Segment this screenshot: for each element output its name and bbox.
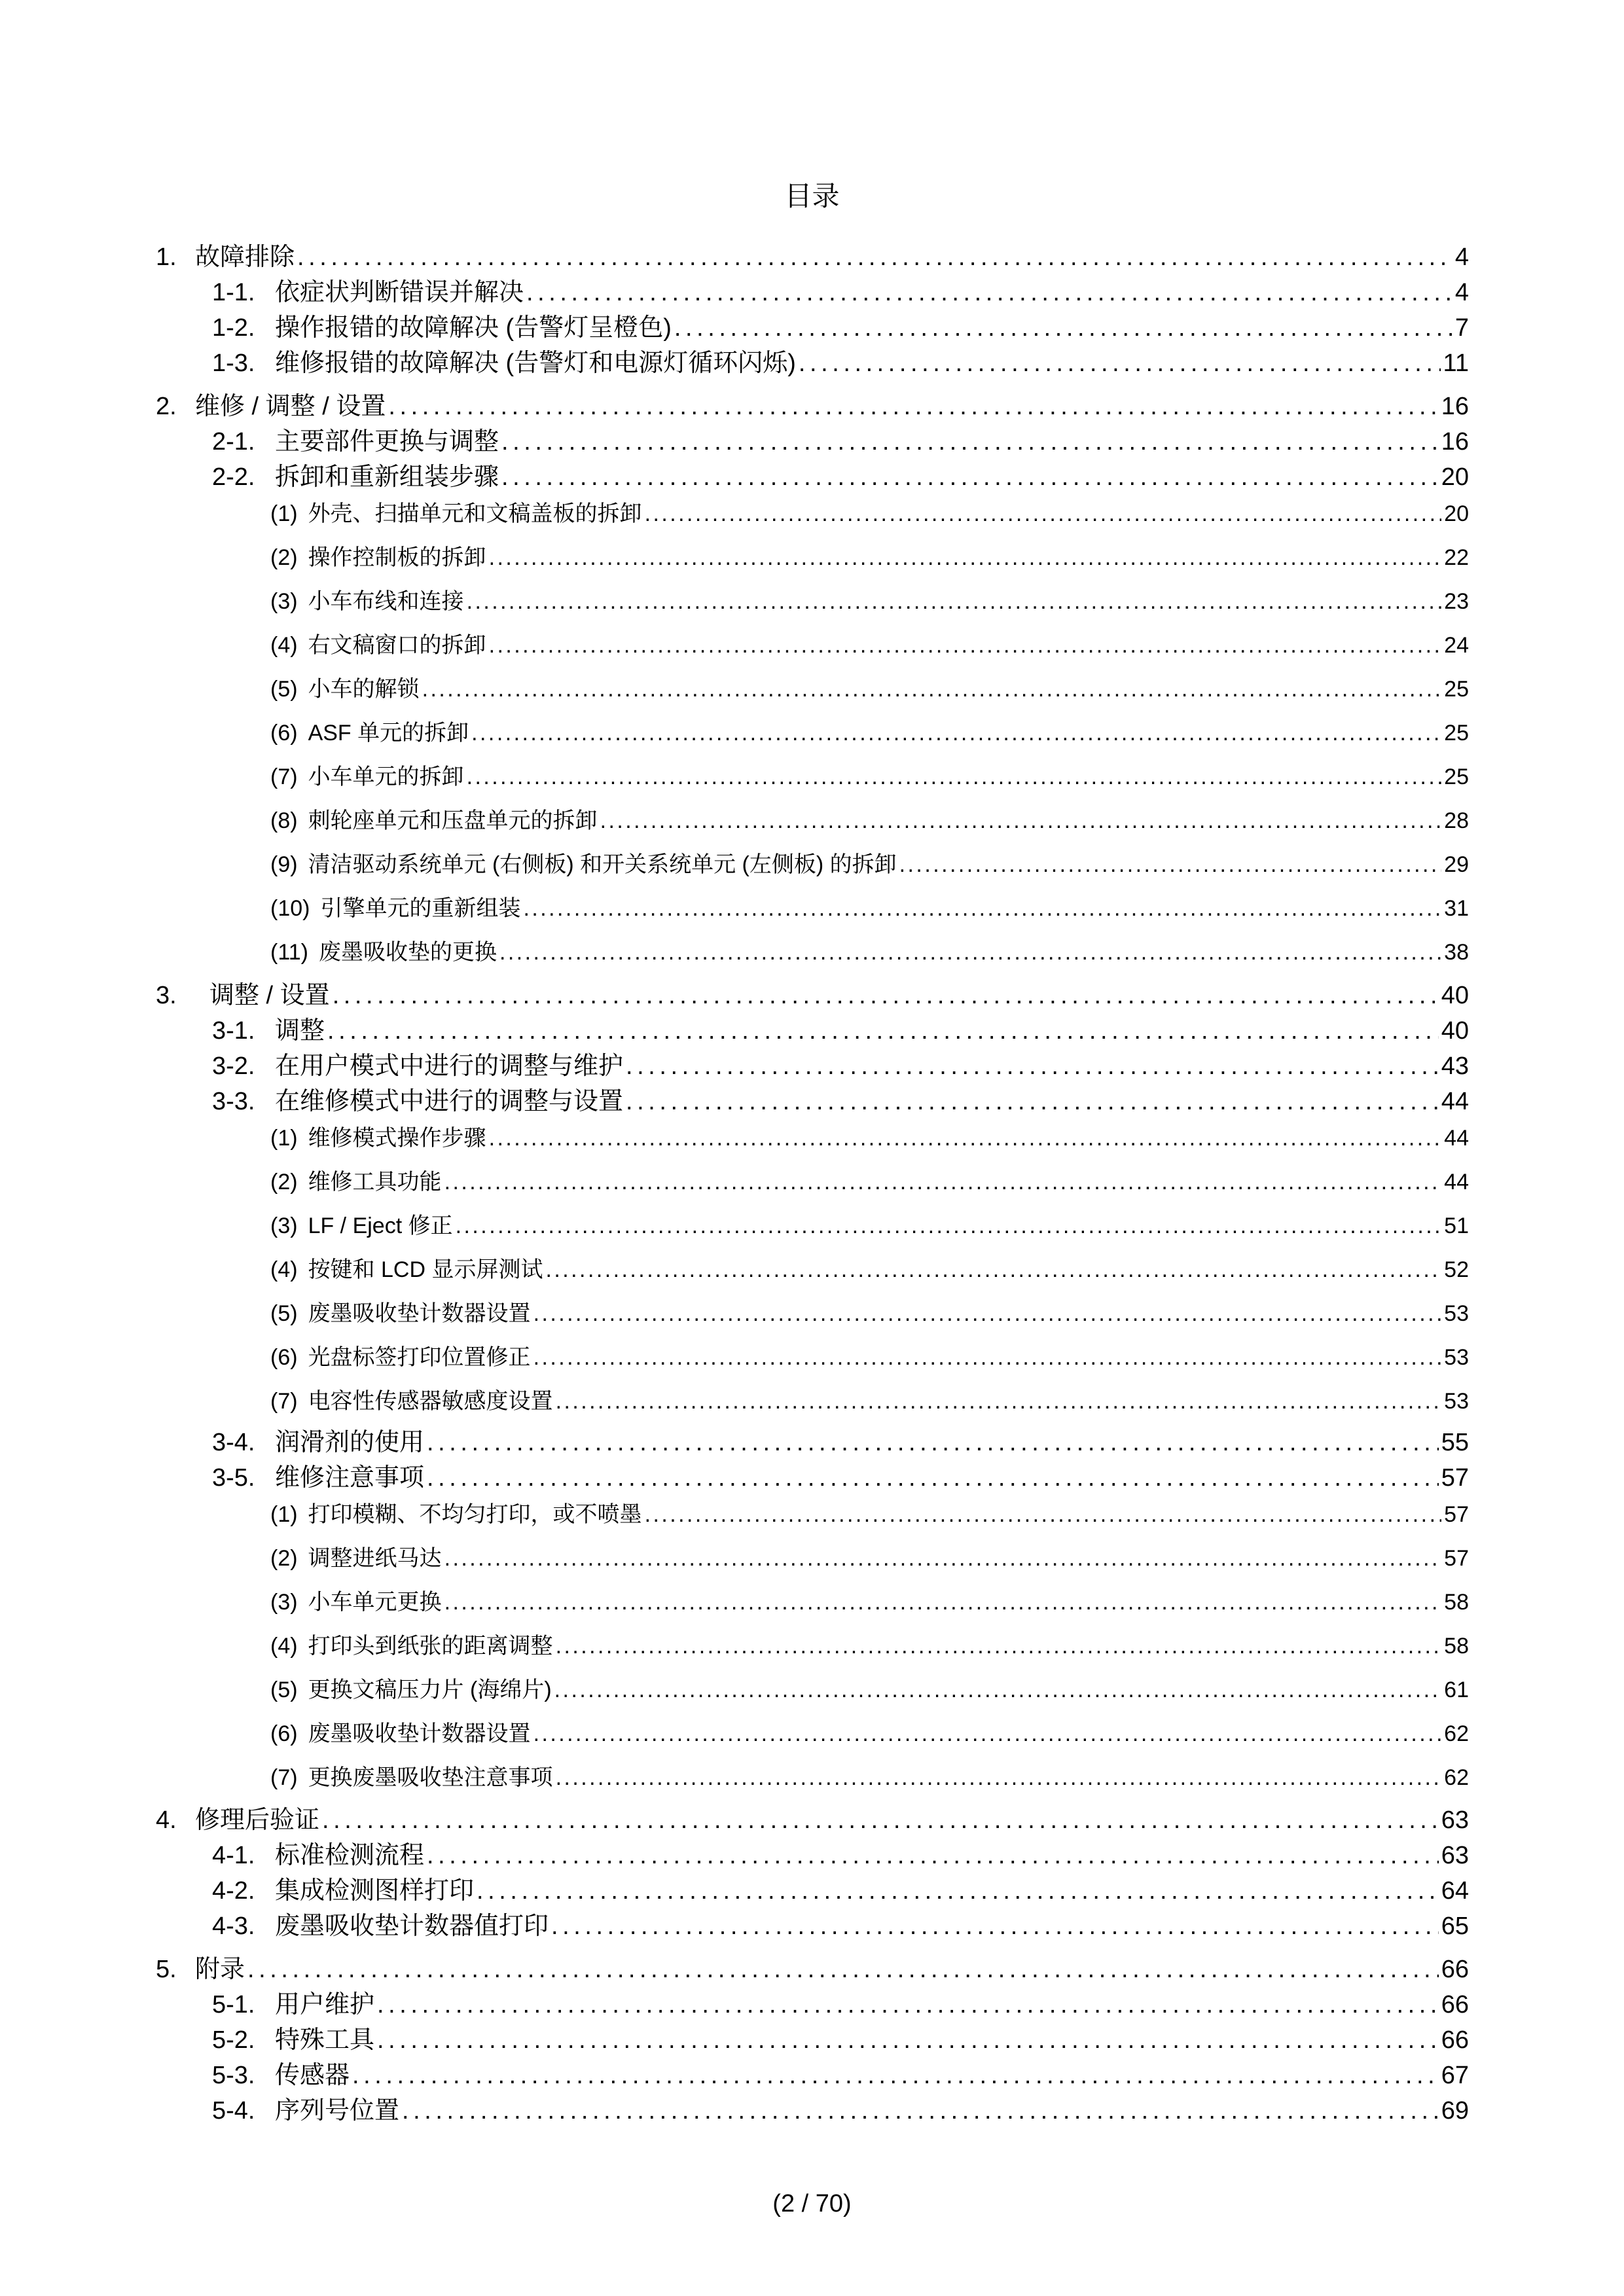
toc-entry-page: 44 — [1444, 1170, 1469, 1194]
toc-entry-page: 51 — [1444, 1213, 1469, 1238]
toc-entry-number: (4) — [270, 1257, 298, 1282]
toc-entry-page: 40 — [1441, 982, 1469, 1009]
toc-entry-3-5-3[interactable] — [270, 1586, 1469, 1619]
toc-entry-3-3-4[interactable] — [270, 1253, 1469, 1286]
dot-leader — [467, 585, 1442, 618]
toc-entry-number: 3. — [156, 982, 177, 1009]
dot-leader — [247, 1951, 1439, 1988]
toc-entry-number: (6) — [270, 721, 298, 745]
toc-entry-label: 废墨吸收垫的更换 — [318, 940, 497, 965]
toc-entry-4-3[interactable] — [212, 1909, 1469, 1944]
dot-leader — [467, 761, 1442, 793]
toc-entry-page: 4 — [1454, 279, 1469, 306]
toc-entry-number: 2-1. — [212, 428, 255, 456]
toc-entry-page: 20 — [1444, 501, 1469, 526]
toc-entry-page: 57 — [1444, 1546, 1469, 1571]
toc-entry-number: 5-3. — [212, 2062, 255, 2089]
toc-entry-number: 2. — [156, 393, 177, 420]
toc-entry-2-2-4[interactable] — [270, 629, 1469, 662]
dot-leader — [499, 936, 1441, 969]
dot-leader — [626, 1084, 1439, 1119]
toc-entry-2-2-10[interactable] — [270, 892, 1469, 925]
toc-entry-page: 67 — [1441, 2062, 1469, 2089]
toc-entry-label: 调整 / 设置 — [209, 982, 330, 1009]
toc-entry-page: 16 — [1441, 428, 1469, 456]
toc-entry-number: (3) — [270, 1213, 298, 1238]
toc-entry-page: 66 — [1441, 1956, 1469, 1983]
toc-entry-label: 维修模式操作步骤 — [308, 1126, 486, 1151]
toc-entry-number: (2) — [270, 1546, 298, 1571]
dot-leader — [523, 892, 1441, 925]
toc-entry-label: 依症状判断错误并解决 — [275, 279, 524, 306]
page-number-footer: (2 / 70) — [772, 2190, 852, 2217]
toc-entry-number: (8) — [270, 808, 298, 833]
dot-leader — [427, 1460, 1439, 1496]
toc-entry-page: 23 — [1444, 589, 1469, 614]
toc-entry-3-5-2[interactable] — [270, 1542, 1469, 1575]
toc-entry-label: 刺轮座单元和压盘单元的拆卸 — [308, 808, 598, 833]
toc-entry-label: 小车的解锁 — [308, 677, 420, 702]
toc-entry-page: 16 — [1441, 393, 1469, 420]
toc-entry-number: 5-2. — [212, 2026, 255, 2054]
toc-entry-page: 61 — [1444, 1677, 1469, 1702]
toc-entry-page: 31 — [1444, 896, 1469, 921]
toc-entry-page: 20 — [1441, 463, 1469, 491]
toc-entry-number: (3) — [270, 589, 298, 614]
toc-entry-number: 4. — [156, 1806, 177, 1834]
dot-leader — [489, 1122, 1442, 1155]
toc-entry-number: (9) — [270, 852, 298, 877]
toc-entry-page: 53 — [1444, 1345, 1469, 1370]
toc-entry-3-3-3[interactable] — [270, 1210, 1469, 1242]
toc-entry-3-5-1[interactable] — [270, 1498, 1469, 1531]
toc-entry-page: 4 — [1454, 243, 1469, 271]
toc-entry-2-2-3[interactable] — [270, 585, 1469, 618]
toc-entry-3-3-2[interactable] — [270, 1166, 1469, 1198]
toc-entry-label: 修理后验证 — [195, 1806, 320, 1834]
toc-entry-number: (10) — [270, 896, 310, 921]
toc-entry-page: 64 — [1441, 1877, 1469, 1905]
toc-entry-page: 57 — [1441, 1464, 1469, 1492]
toc-entry-label: 附录 — [195, 1956, 245, 1983]
dot-leader — [600, 804, 1442, 837]
toc-entry-page: 66 — [1441, 1991, 1469, 2018]
toc-entry-number: 4-1. — [212, 1842, 255, 1869]
dot-leader — [556, 1761, 1442, 1794]
toc-entry-label: 光盘标签打印位置修正 — [308, 1345, 531, 1370]
dot-leader — [377, 1987, 1439, 2022]
toc-entry-1-2[interactable] — [212, 310, 1469, 346]
dot-leader — [799, 346, 1441, 381]
dot-leader — [533, 1341, 1442, 1374]
toc-entry-number: (5) — [270, 1301, 298, 1326]
toc-entry-page: 69 — [1441, 2097, 1469, 2125]
dot-leader — [444, 1166, 1442, 1198]
toc-entry-number: (6) — [270, 1721, 298, 1746]
toc-entry-3[interactable] — [156, 977, 1469, 1014]
toc-entry-3-3-5[interactable] — [270, 1297, 1469, 1330]
toc-entry-2-2[interactable] — [212, 459, 1469, 495]
toc-entry-label: 调整进纸马达 — [308, 1546, 442, 1571]
toc-entry-1-1[interactable] — [212, 275, 1469, 310]
toc-entry-label: 用户维护 — [275, 1991, 375, 2018]
toc-entry-label: 废墨吸收垫计数器值打印 — [275, 1912, 549, 1940]
toc-entry-5-2[interactable] — [212, 2022, 1469, 2058]
toc-entry-label: 打印头到纸张的距离调整 — [308, 1634, 553, 1659]
toc-entry-2-2-9[interactable] — [270, 848, 1469, 881]
toc-entry-number: 3-5. — [212, 1464, 255, 1492]
toc-entry-2-2-11[interactable] — [270, 936, 1469, 969]
dot-leader — [899, 848, 1442, 881]
toc-entry-label: 故障排除 — [195, 243, 295, 271]
toc-entry-page: 58 — [1444, 1590, 1469, 1615]
toc-entry-page: 43 — [1441, 1052, 1469, 1080]
toc-entry-label: 集成检测图样打印 — [275, 1877, 475, 1905]
toc-entry-page: 62 — [1444, 1765, 1469, 1790]
toc-entry-number: (7) — [270, 1389, 298, 1414]
toc-entry-label: 小车单元更换 — [308, 1590, 442, 1615]
toc-entry-label: 更换文稿压力片 (海绵片) — [308, 1677, 552, 1702]
toc-entry-page: 22 — [1444, 545, 1469, 570]
toc-entry-number: 4-3. — [212, 1912, 255, 1940]
toc-entry-page: 44 — [1444, 1126, 1469, 1151]
toc-entry-number: 3-1. — [212, 1017, 255, 1045]
dot-leader — [333, 977, 1439, 1014]
dot-leader — [645, 497, 1442, 530]
toc-entry-page: 24 — [1444, 633, 1469, 658]
toc-entry-number: 1-2. — [212, 314, 255, 342]
toc-entry-1-3[interactable] — [212, 346, 1469, 381]
toc-entry-number: (4) — [270, 1634, 298, 1659]
dot-leader — [674, 310, 1453, 346]
dot-leader — [427, 1838, 1439, 1873]
dot-leader — [402, 2093, 1439, 2128]
toc-entry-number: (7) — [270, 764, 298, 789]
dot-leader — [489, 541, 1442, 574]
toc-entry-label: 维修报错的故障解决 (告警灯和电源灯循环闪烁) — [275, 350, 796, 377]
toc-entry-3-1[interactable] — [212, 1013, 1469, 1049]
toc-entry-number: (3) — [270, 1590, 298, 1615]
dot-leader — [477, 1873, 1439, 1909]
toc-entry-label: ASF 单元的拆卸 — [308, 721, 469, 745]
toc-entry-number: 3-2. — [212, 1052, 255, 1080]
toc-entry-number: (4) — [270, 633, 298, 658]
toc-entry-3-5-5[interactable] — [270, 1674, 1469, 1706]
toc-entry-5-3[interactable] — [212, 2058, 1469, 2093]
toc-entry-page: 25 — [1444, 721, 1469, 745]
toc-entry-label: 打印模糊、不均匀打印，或不喷墨 — [308, 1502, 642, 1527]
dot-leader — [352, 2058, 1439, 2093]
dot-leader — [556, 1385, 1442, 1418]
toc-entry-3-3-6[interactable] — [270, 1341, 1469, 1374]
toc-entry-label: 废墨吸收垫计数器设置 — [308, 1301, 531, 1326]
dot-leader — [626, 1049, 1439, 1084]
toc-entry-page: 38 — [1444, 940, 1469, 965]
toc-entry-number: (1) — [270, 501, 298, 526]
toc-entry-label: 在用户模式中进行的调整与维护 — [275, 1052, 624, 1080]
toc-entry-number: 1. — [156, 243, 177, 271]
toc-entry-5-4[interactable] — [212, 2093, 1469, 2128]
toc-entry-number: (5) — [270, 1677, 298, 1702]
dot-leader — [556, 1630, 1442, 1662]
toc-entry-number: 2-2. — [212, 463, 255, 491]
toc-entry-label: 外壳、扫描单元和文稿盖板的拆卸 — [308, 501, 642, 526]
toc-entry-number: (5) — [270, 677, 298, 702]
toc-entry-label: 润滑剂的使用 — [275, 1429, 425, 1456]
toc-entry-number: 1-3. — [212, 350, 255, 377]
toc-entry-number: 5-4. — [212, 2097, 255, 2125]
toc-entry-3-5-6[interactable] — [270, 1717, 1469, 1750]
toc-entry-page: 62 — [1444, 1721, 1469, 1746]
toc-entry-number: (7) — [270, 1765, 298, 1790]
toc-entry-label: 传感器 — [275, 2062, 350, 2089]
toc-entry-number: (2) — [270, 545, 298, 570]
toc-entry-page: 58 — [1444, 1634, 1469, 1659]
toc-entry-3-5-4[interactable] — [270, 1630, 1469, 1662]
toc-entry-page: 11 — [1443, 350, 1469, 377]
dot-leader — [545, 1253, 1441, 1286]
toc-entry-label: 清洁驱动系统单元 (右侧板) 和开关系统单元 (左侧板) 的拆卸 — [308, 852, 897, 877]
toc-entry-number: 3-4. — [212, 1429, 255, 1456]
toc-entry-page: 53 — [1444, 1301, 1469, 1326]
toc-entry-number: 4-2. — [212, 1877, 255, 1905]
dot-leader — [551, 1909, 1439, 1944]
toc-entry-page: 25 — [1444, 677, 1469, 702]
toc-entry-3-3-7[interactable] — [270, 1385, 1469, 1418]
toc-entry-2-2-8[interactable] — [270, 804, 1469, 837]
toc-entry-label: 维修注意事项 — [275, 1464, 425, 1492]
dot-leader — [526, 275, 1453, 310]
dot-leader — [444, 1542, 1442, 1575]
toc-entry-label: 维修 / 调整 / 设置 — [195, 393, 386, 420]
toc-entry-2-2-1[interactable] — [270, 497, 1469, 530]
dot-leader — [297, 239, 1453, 276]
dot-leader — [645, 1498, 1442, 1531]
toc-entry-number: 3-3. — [212, 1088, 255, 1115]
dot-leader — [444, 1586, 1442, 1619]
toc-entry-4[interactable] — [156, 1802, 1469, 1839]
toc-entry-label: 操作报错的故障解决 (告警灯呈橙色) — [275, 314, 672, 342]
dot-leader — [554, 1674, 1442, 1706]
toc-entry-3-5-7[interactable] — [270, 1761, 1469, 1794]
toc-entry-5[interactable] — [156, 1951, 1469, 1988]
toc-entry-page: 40 — [1441, 1017, 1469, 1045]
dot-leader — [327, 1013, 1439, 1049]
toc-entry-number: (1) — [270, 1126, 298, 1151]
toc-entry-page: 65 — [1441, 1912, 1469, 1940]
toc-entry-label: 小车单元的拆卸 — [308, 764, 464, 789]
dot-leader — [489, 629, 1442, 662]
toc-entry-label: 废墨吸收垫计数器设置 — [308, 1721, 531, 1746]
toc-entry-label: 标准检测流程 — [275, 1842, 425, 1869]
toc-entry-label: 引擎单元的重新组装 — [320, 896, 521, 921]
toc-entry-number: 1-1. — [212, 279, 255, 306]
toc-entry-5-1[interactable] — [212, 1987, 1469, 2022]
toc-entry-label: 更换废墨吸收垫注意事项 — [308, 1765, 553, 1790]
toc-entry-number: (11) — [270, 940, 308, 965]
toc-entry-page: 25 — [1444, 764, 1469, 789]
toc-entry-4-1[interactable] — [212, 1838, 1469, 1873]
toc-entry-label: 主要部件更换与调整 — [275, 428, 499, 456]
toc-entry-4-2[interactable] — [212, 1873, 1469, 1909]
dot-leader — [533, 1297, 1442, 1330]
toc-entry-3-5[interactable] — [212, 1460, 1469, 1496]
toc-entry-number: 5-1. — [212, 1991, 255, 2018]
dot-leader — [533, 1717, 1442, 1750]
toc-entry-label: 右文稿窗口的拆卸 — [308, 633, 486, 658]
toc-entry-page: 57 — [1444, 1502, 1469, 1527]
toc-entry-1[interactable] — [156, 239, 1469, 276]
toc-entry-page: 63 — [1441, 1806, 1469, 1834]
toc-entry-label: 操作控制板的拆卸 — [308, 545, 486, 570]
toc-entry-label: 电容性传感器敏感度设置 — [308, 1389, 553, 1414]
toc-entry-label: 维修工具功能 — [308, 1170, 442, 1194]
dot-leader — [456, 1210, 1442, 1242]
toc-entry-label: 小车布线和连接 — [308, 589, 464, 614]
toc-entry-page: 28 — [1444, 808, 1469, 833]
toc-entry-label: 在维修模式中进行的调整与设置 — [275, 1088, 624, 1115]
toc-entry-page: 44 — [1441, 1088, 1469, 1115]
toc-entry-label: 特殊工具 — [275, 2026, 375, 2054]
dot-leader — [427, 1425, 1439, 1460]
toc-entry-3-4[interactable] — [212, 1425, 1469, 1460]
toc-entry-label: 按键和 LCD 显示屏测试 — [308, 1257, 543, 1282]
dot-leader — [501, 459, 1439, 495]
toc-entry-2-2-2[interactable] — [270, 541, 1469, 574]
toc-entry-number: (1) — [270, 1502, 298, 1527]
toc-entry-2-2-5[interactable] — [270, 673, 1469, 706]
toc-entry-2-2-7[interactable] — [270, 761, 1469, 793]
toc-entry-2[interactable] — [156, 388, 1469, 425]
toc-entry-label: 调整 — [275, 1017, 325, 1045]
toc-entry-label: 拆卸和重新组装步骤 — [275, 463, 499, 491]
toc-entry-3-3[interactable] — [212, 1084, 1469, 1119]
toc-entry-2-1[interactable] — [212, 424, 1469, 459]
dot-leader — [422, 673, 1442, 706]
toc-entry-page: 66 — [1441, 2026, 1469, 2054]
toc-entry-3-3-1[interactable] — [270, 1122, 1469, 1155]
toc-entry-page: 29 — [1444, 852, 1469, 877]
dot-leader — [322, 1802, 1439, 1839]
toc-entry-label: 序列号位置 — [275, 2097, 400, 2125]
toc-entry-number: (2) — [270, 1170, 298, 1194]
toc-entry-3-2[interactable] — [212, 1049, 1469, 1084]
toc-entry-page: 63 — [1441, 1842, 1469, 1869]
toc-entry-number: 5. — [156, 1956, 177, 1983]
dot-leader — [501, 424, 1439, 459]
toc-entry-page: 55 — [1441, 1429, 1469, 1456]
toc-entry-page: 53 — [1444, 1389, 1469, 1414]
toc-entry-page: 52 — [1444, 1257, 1469, 1282]
toc-entry-2-2-6[interactable] — [270, 717, 1469, 749]
toc-entry-number: (6) — [270, 1345, 298, 1370]
dot-leader — [377, 2022, 1439, 2058]
dot-leader — [471, 717, 1441, 749]
toc-entry-label: LF / Eject 修正 — [308, 1213, 453, 1238]
toc-title: 目录 — [784, 181, 840, 211]
dot-leader — [388, 388, 1438, 425]
toc-entry-page: 7 — [1454, 314, 1469, 342]
